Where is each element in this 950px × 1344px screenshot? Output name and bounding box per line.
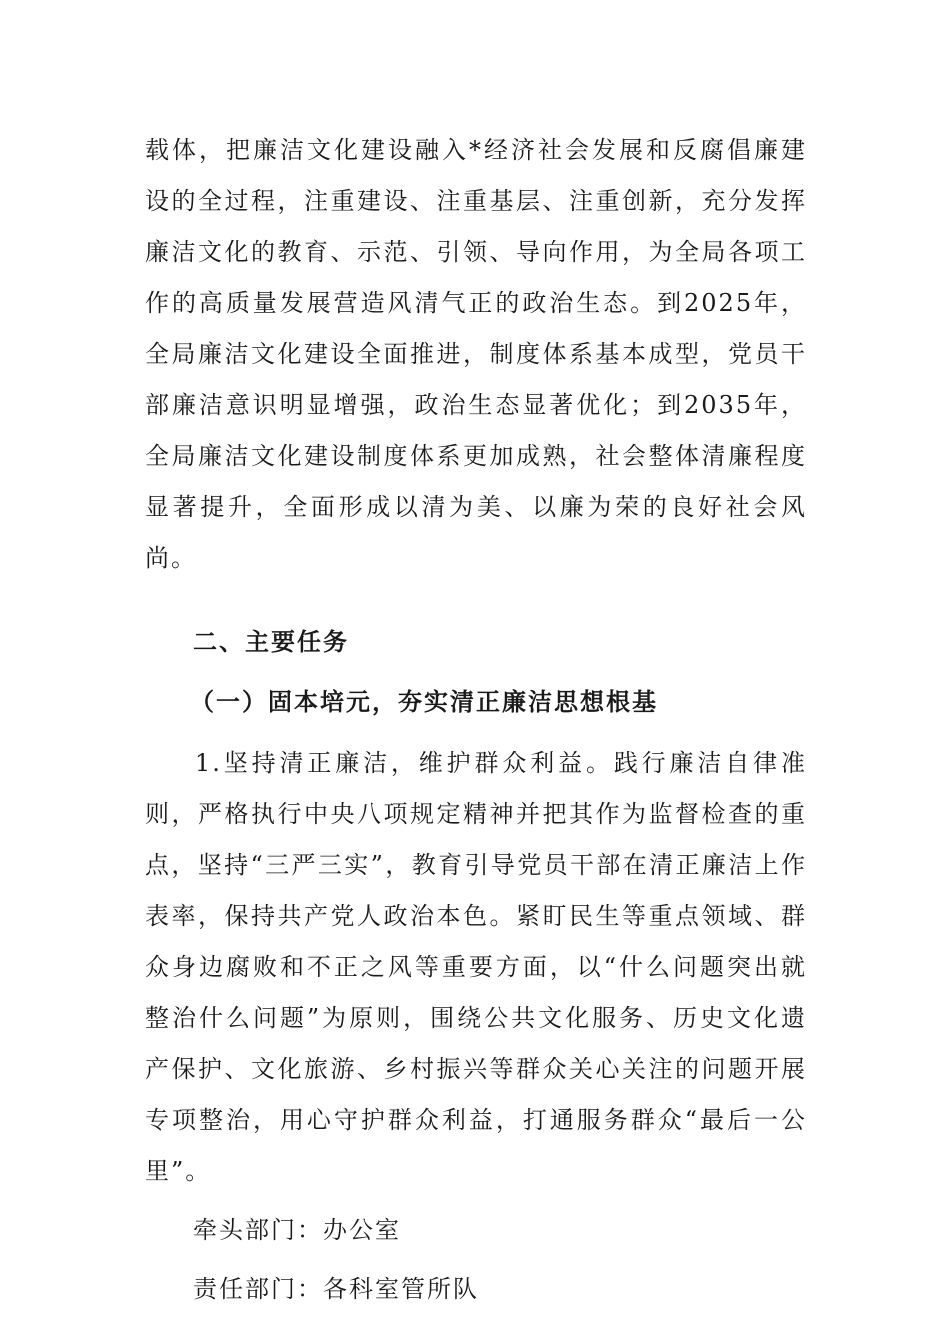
task-paragraph: 1.坚持清正廉洁，维护群众利益。践行廉洁自律准则，严格执行中央八项规定精神并把其作为监督检查的重点，坚持“三严三实”，教育引导党员干部在清正廉洁上作表率，保持共产党人政治本色。紧盯民生等重点领域、群众身边腐败和不正之风等重要方面，以“什么问题突出就整治什么问题”为原则，围绕公共文化服务、历史文化遗产保护、文化旅游、乡村振兴等群众关心关注的问题开展专项整治，用心守护群众利益，打通服务群众“最后一公里”。 bbox=[145, 749, 807, 1185]
lead-department: 牵头部门：办公室 bbox=[193, 1216, 401, 1244]
subsection-heading: （一）固本培元，夯实清正廉洁思想根基 bbox=[190, 687, 658, 716]
intro-paragraph: 载体，把廉洁文化建设融入*经济社会发展和反腐倡廉建设的全过程，注重建设、注重基层、注重创新，充分发挥廉洁文化的教育、示范、引领、导向作用，为全局各项工作的高质量发展营造风清气正的政治生态。到2025年，全局廉洁文化建设全面推进，制度体系基本成型，党员干部廉洁意识明显增强，政治生态显著优化；到2035年，全局廉洁文化建设制度体系更加成熟，社会整体清廉程度显著提升，全面形成以清为美、以廉为荣的良好社会风尚。 bbox=[145, 136, 807, 572]
responsible-department: 责任部门：各科室管所队 bbox=[193, 1275, 479, 1303]
document-body bbox=[145, 125, 807, 1315]
section-heading: 二、主要任务 bbox=[193, 627, 349, 656]
